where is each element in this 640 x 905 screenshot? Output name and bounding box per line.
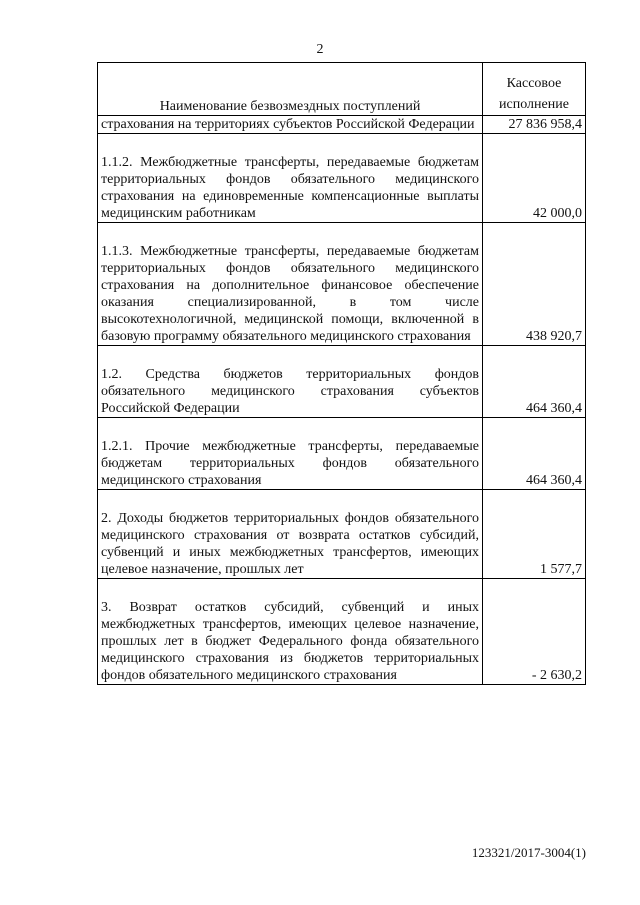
header-execution: Кассовое исполнение <box>483 63 586 116</box>
row-amount: 464 360,4 <box>483 346 586 418</box>
row-amount: 438 920,7 <box>483 223 586 346</box>
row-name: 1.2.1. Прочие межбюджетные трансферты, передаваемые бюджетам территориальных фондов обязательного медицинского страхования <box>98 418 483 490</box>
table-row <box>98 346 586 418</box>
row-name: 3. Возврат остатков субсидий, субвенций и иных межбюджетных трансфертов, имеющих целевое назначение, прошлых лет в бюджет Федерального фонда обязательного медицинского страхования из бюджетов территориальных фондов обязательного медицинского страхования <box>98 579 483 685</box>
revenue-table <box>97 62 586 685</box>
row-name: 1.1.3. Межбюджетные трансферты, передаваемые бюджетам территориальных фондов обязательного медицинского страхования на дополнительное финансовое обеспечение оказания специализированной, в том числе высокотехнологичной, медицинской помощи, включенной в базовую программу обязательного медицинского страхования <box>98 223 483 346</box>
table-row <box>98 579 586 685</box>
table-row <box>98 418 586 490</box>
table-row <box>98 490 586 579</box>
table-row <box>98 223 586 346</box>
document-number: 123321/2017-3004(1) <box>471 845 586 860</box>
table-row <box>98 116 586 134</box>
row-name: 2. Доходы бюджетов территориальных фондов обязательного медицинского страхования от возврата остатков субсидий, субвенций и иных межбюджетных трансфертов, имеющих целевое назначение, прошлых лет <box>98 490 483 579</box>
row-name: страхования на территориях субъектов Российской Федерации <box>98 116 483 134</box>
row-amount: - 2 630,2 <box>483 579 586 685</box>
row-amount: 27 836 958,4 <box>483 116 586 134</box>
row-name: 1.1.2. Межбюджетные трансферты, передаваемые бюджетам территориальных фондов обязательного медицинского страхования на единовременные компенсационные выплаты медицинским работникам <box>98 134 483 223</box>
table-header-row <box>98 63 586 116</box>
table-row <box>98 134 586 223</box>
row-amount: 1 577,7 <box>483 490 586 579</box>
row-amount: 464 360,4 <box>483 418 586 490</box>
row-amount: 42 000,0 <box>483 134 586 223</box>
header-name: Наименование безвозмездных поступлений <box>98 63 483 116</box>
row-name: 1.2. Средства бюджетов территориальных фондов обязательного медицинского страхования субъектов Российской Федерации <box>98 346 483 418</box>
page-number: 2 <box>316 42 324 57</box>
